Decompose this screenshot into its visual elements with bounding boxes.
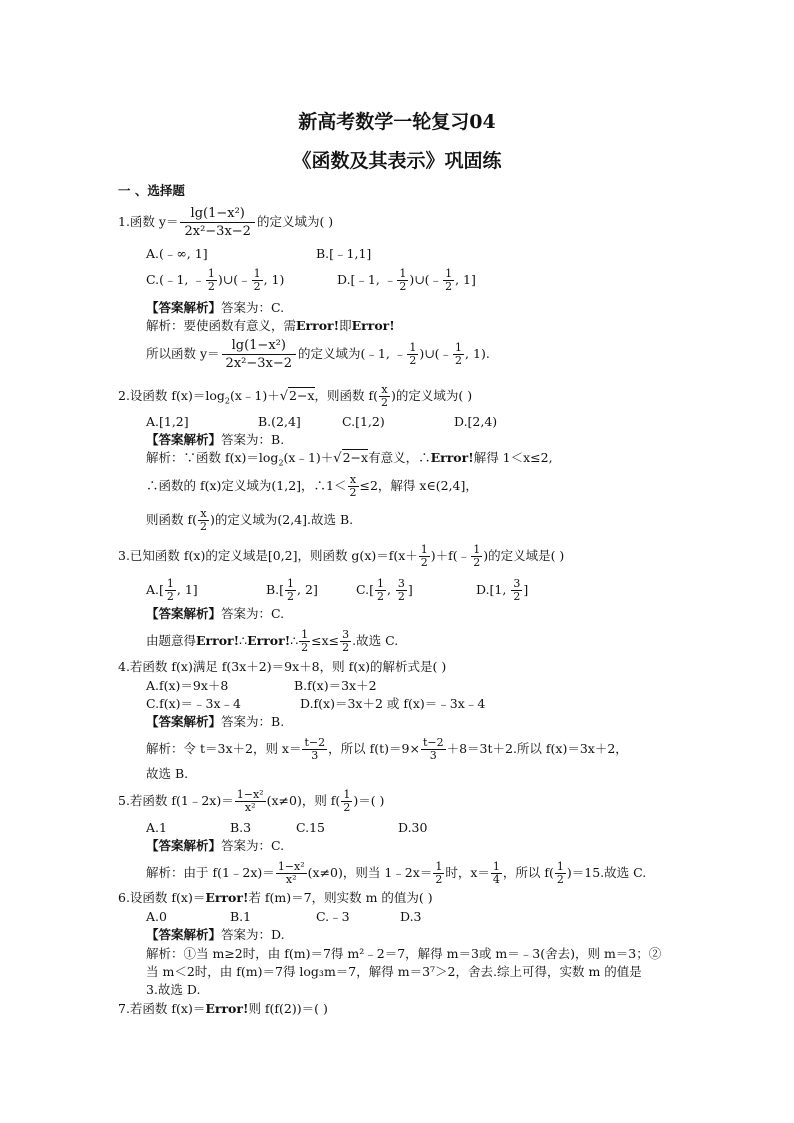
q3-option-b: B.[ $\frac{1}{2}$ , 2] — [266, 577, 318, 603]
q5-option-c: C.15 — [296, 820, 325, 835]
q2-option-b: B.(2,4] — [258, 414, 301, 429]
q5-option-b: B.3 — [230, 820, 252, 835]
q1-stem: 1.函数 y＝ $\frac{\text{lg(1−x²)}}{\text{2x²−3x−2}}$ 的定义域为( ) — [118, 206, 334, 239]
q1-analysis-2: 所以函数 y＝ $\frac{\text{lg(1−x²)}}{\text{2x²−3x−2}}$ 的定义域为(﹣1, ﹣ $\frac{1}{2}$ )∪(﹣ $\frac{1}{2}$ , 1). — [146, 338, 490, 371]
q3-answer: 【答案解析】答案为：C. — [146, 606, 285, 621]
q6-analysis-2: 当 m＜2时，由 f(m)＝7得 log₃m＝7，解得 m＝3⁷＞2，舍去.综上可得，实数 m 的值是 — [146, 964, 642, 979]
q1-option-b: B.[﹣1,1] — [316, 246, 372, 261]
q5-stem: 5.若函数 f(1﹣2x)＝ $\frac{\text{1−x²}}{\text{x²}}$ (x≠0)，则 f( $\frac{1}{2}$ )＝( ) — [118, 788, 385, 814]
q6-option-d: D.3 — [400, 909, 422, 924]
q3-option-d: D.[1, $\frac{3}{2}$ ] — [476, 577, 529, 603]
q1-option-c: C.(﹣1, ﹣ $\frac{1}{2}$ )∪(﹣ $\frac{1}{2}$ , 1) — [146, 267, 285, 293]
q1-fraction: $\frac{\text{lg(1−x²)}}{\text{2x²−3x−2}}$ — [180, 205, 254, 240]
q2-stem: 2.设函数 $f(x)=\log_2(x﹣1)+√2-x$，则函数 f( $\frac{x}{2}$ )的定义域为( ) — [118, 383, 473, 409]
q5-option-a: A.1 — [146, 820, 167, 835]
q6-stem: 6.设函数 f(x)＝Error!若 f(m)＝7，则实数 m 的值为( ) — [118, 890, 433, 905]
q2-option-a: A.[1,2] — [146, 414, 189, 429]
q2-answer: 【答案解析】答案为：B. — [146, 432, 285, 447]
q2-analysis-3: 则函数 f( $\frac{x}{2}$ )的定义域为(2,4].故选 B. — [146, 507, 354, 533]
q6-answer: 【答案解析】答案为：D. — [146, 927, 285, 942]
q3-option-c: C.[ $\frac{1}{2}$ , $\frac{3}{2}$ ] — [356, 577, 413, 603]
title-line-2: 《函数及其表示》巩固练 — [292, 150, 502, 172]
q4-analysis-1: 解析：令 t＝3x＋2，则 x＝ $\frac{t-2}{3}$ ，所以 f(t)＝9× $\frac{t-2}{3}$ ＋8＝3t＋2.所以 f(x)＝3x＋2， — [146, 736, 628, 762]
title-line-1: 新高考数学一轮复习04 — [298, 111, 496, 133]
q5-answer: 【答案解析】答案为：C. — [146, 838, 285, 853]
q3-analysis: 由题意得Error!∴Error!∴ $\frac{1}{2}$ ≤x≤ $\frac{3}{2}$ .故选 C. — [146, 628, 399, 654]
q3-stem: 3.已知函数 f(x)的定义域是[0,2]，则函数 g(x)＝f(x＋ $\frac{1}{2}$ )＋f(﹣ $\frac{1}{2}$ )的定义域是( ) — [118, 543, 565, 569]
q6-option-c: C.﹣3 — [316, 909, 350, 924]
q1-option-d: D.[﹣1, ﹣ $\frac{1}{2}$ )∪(﹣ $\frac{1}{2}$ , 1] — [337, 267, 476, 293]
section-heading: 一 、选择题 — [118, 183, 185, 198]
q2-analysis-1: 解析：∵函数 $f(x)=\log_2(x﹣1)+√2-x$有意义，∴Error!解得 1＜x≤2, — [146, 450, 553, 468]
q6-analysis-3: 3.故选 D. — [146, 982, 201, 997]
q1-option-a: A.(﹣∞, 1] — [146, 246, 208, 261]
q5-analysis: 解析：由于 f(1﹣2x)＝ $\frac{\text{1−x²}}{\text{x²}}$ (x≠0)，则当 1﹣2x＝ $\frac{1}{2}$ 时，x＝ $\frac{1}{4}$ ，所以 f( $\frac{1}{2}$ )＝15.故选 C. — [146, 860, 647, 886]
q6-analysis-1: 解析：①当 m≥2时，由 f(m)＝7得 m²﹣2＝7，解得 m＝3或 m＝﹣3(舍去)，则 m＝3；② — [146, 946, 662, 961]
q4-answer: 【答案解析】答案为：B. — [146, 714, 285, 729]
q4-option-c: C.f(x)＝﹣3x﹣4 — [146, 696, 241, 711]
q6-option-b: B.1 — [230, 909, 252, 924]
q4-stem: 4.若函数 f(x)满足 f(3x＋2)＝9x＋8，则 f(x)的解析式是( ) — [118, 659, 447, 674]
q5-option-d: D.30 — [398, 820, 428, 835]
q4-option-b: B.f(x)＝3x＋2 — [294, 678, 377, 693]
q2-analysis-2: ∴函数的 f(x)定义域为(1,2]，∴1＜ $\frac{x}{2}$ ≤2，解得 x∈(2,4]， — [146, 473, 478, 499]
q2-option-d: D.[2,4) — [454, 414, 498, 429]
q4-option-d: D.f(x)＝3x＋2 或 f(x)＝﹣3x﹣4 — [300, 696, 486, 711]
q2-option-c: C.[1,2) — [342, 414, 385, 429]
q1-analysis-1: 解析：要使函数有意义，需Error!即Error! — [146, 318, 395, 333]
q4-option-a: A.f(x)＝9x＋8 — [146, 678, 229, 693]
q4-analysis-2: 故选 B. — [146, 766, 189, 781]
q1-answer: 【答案解析】答案为：C. — [146, 300, 285, 315]
q6-option-a: A.0 — [146, 909, 167, 924]
q7-stem: 7.若函数 f(x)＝Error!则 f(f(2))＝( ) — [118, 1001, 328, 1016]
q3-option-a: A.[ $\frac{1}{2}$ , 1] — [146, 577, 198, 603]
